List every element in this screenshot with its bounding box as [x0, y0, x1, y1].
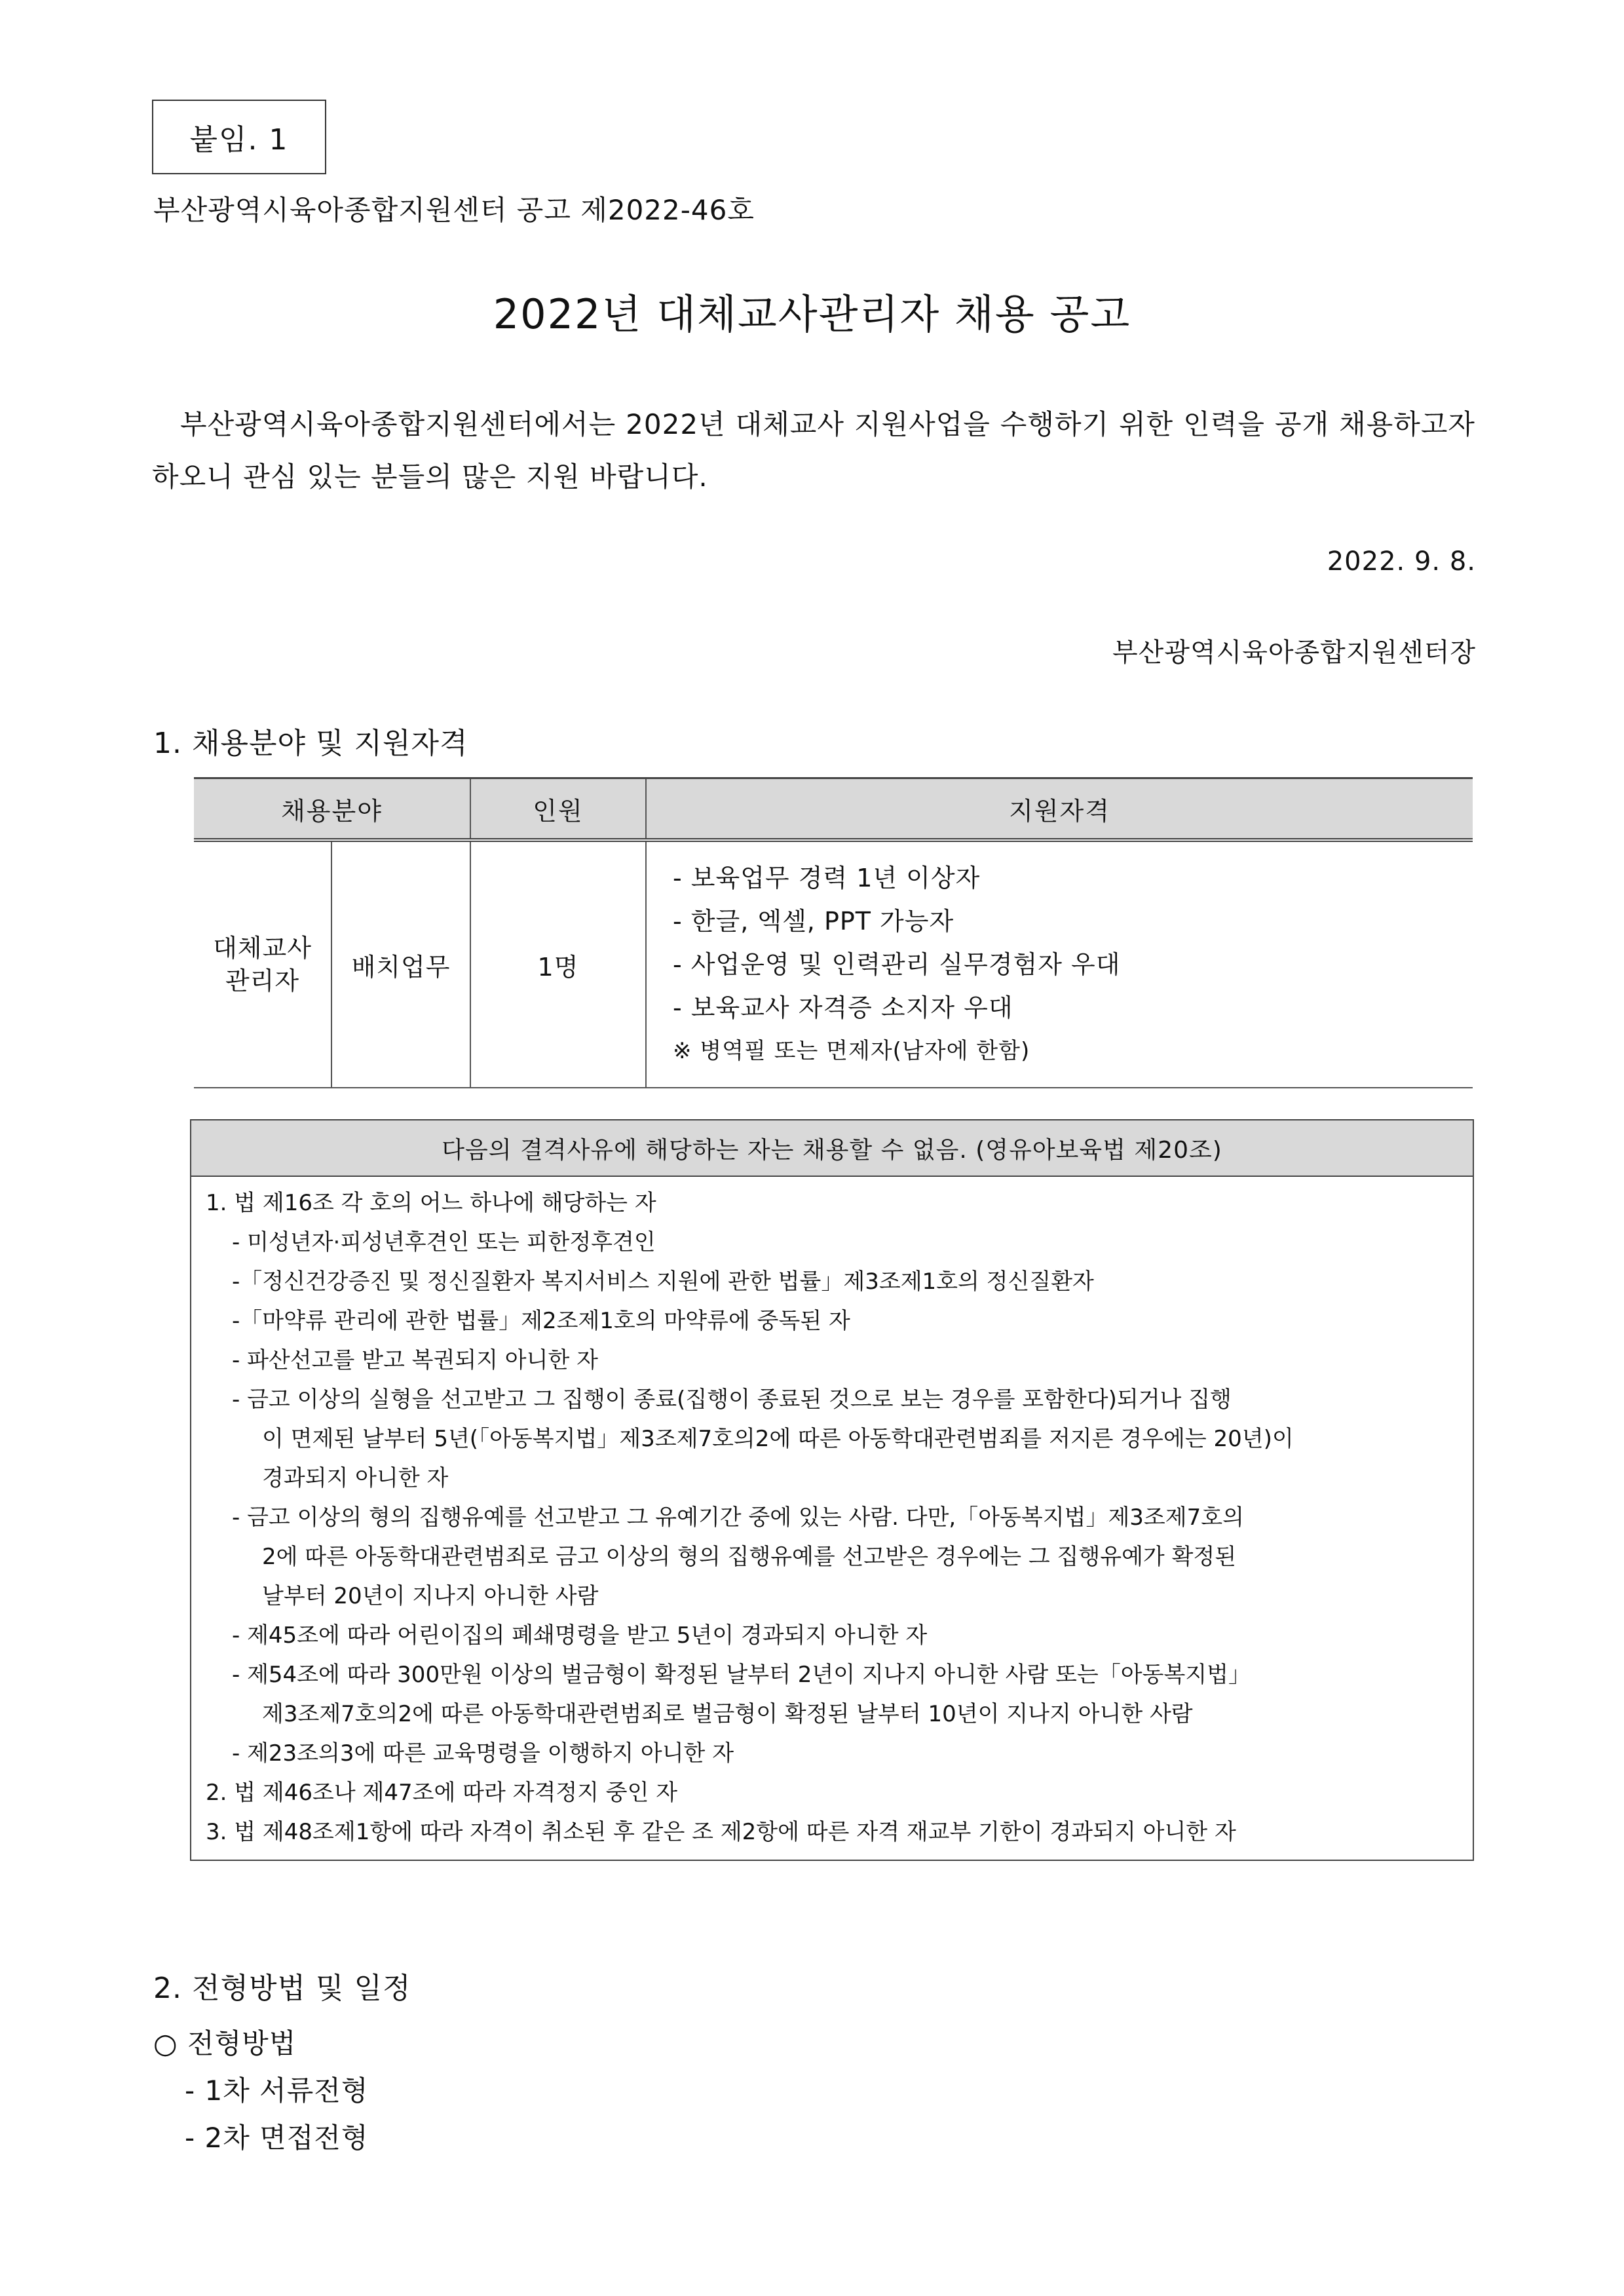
qualification-item: - 사업운영 및 인력관리 실무경험자 우대	[673, 950, 1121, 979]
disqualification-line: -「마약류 관리에 관한 법률」제2조제1호의 마약류에 중독된 자	[232, 1308, 850, 1334]
method-label: ○ 전형방법	[153, 2027, 297, 2059]
disqualification-line: 2. 법 제46조나 제47조에 따라 자격정지 중인 자	[206, 1780, 678, 1806]
field-main-cell: 대체교사 관리자	[194, 840, 331, 1088]
disqualification-line: 경과되지 아니한 자	[262, 1465, 449, 1491]
page-title: 2022년 대체교사관리자 채용 공고	[493, 290, 1131, 338]
qualification-item: - 한글, 엑셀, PPT 가능자	[673, 907, 954, 936]
notice-date: 2022. 9. 8.	[1327, 546, 1476, 577]
count-cell: 1명	[470, 840, 646, 1088]
disqualification-line: 2에 따른 아동학대관련범죄로 금고 이상의 형의 집행유예를 선고받은 경우에는 그 집행유예가 확정된	[262, 1544, 1237, 1570]
attachment-label: 붙임. 1	[152, 100, 326, 174]
disqualification-line: 날부터 20년이 지나지 아니한 사람	[262, 1583, 599, 1609]
qualification-note: ※ 병역필 또는 면제자(남자에 한함)	[673, 1038, 1030, 1064]
disqualification-box	[190, 1119, 1474, 1861]
disqualification-line: - 금고 이상의 형의 집행유예를 선고받고 그 유예기간 중에 있는 사람. 다만,「아동복지법」제3조제7호의	[232, 1504, 1244, 1531]
recruitment-table	[194, 777, 1473, 1088]
disqualification-line: 이 면제된 날부터 5년(「아동복지법」제3조제7호의2에 따른 아동학대관련범죄를 저지른 경우에는 20년)이	[262, 1426, 1294, 1452]
disqualification-line: 3. 법 제48조제1항에 따라 자격이 취소된 후 같은 조 제2항에 따른 자격 재교부 기한이 경과되지 아니한 자	[206, 1819, 1236, 1845]
disqualification-line: - 제54조에 따라 300만원 이상의 벌금형이 확정된 날부터 2년이 지나지 아니한 사람 또는「아동복지법」	[232, 1662, 1251, 1688]
table-row	[194, 840, 1473, 1088]
disqualification-list	[191, 1177, 1473, 1860]
section1-heading: 1. 채용분야 및 지원자격	[153, 727, 468, 760]
header-count: 인원	[470, 778, 646, 841]
qualifications-cell	[646, 840, 1473, 1088]
section2-heading: 2. 전형방법 및 일정	[153, 1972, 411, 2005]
disqualification-line: -「정신건강증진 및 정신질환자 복지서비스 지원에 관한 법률」제3조제1호의 정신질환자	[232, 1269, 1094, 1295]
table-header-row	[194, 778, 1473, 841]
disqualification-line: - 금고 이상의 실형을 선고받고 그 집행이 종료(집행이 종료된 것으로 보는 경우를 포함한다)되거나 집행	[232, 1387, 1232, 1413]
disqualification-heading: 다음의 결격사유에 해당하는 자는 채용할 수 없음. (영유아보육법 제20조)	[191, 1120, 1473, 1177]
disqualification-line: - 파산선고를 받고 복권되지 아니한 자	[232, 1347, 598, 1373]
qualification-item: - 보육업무 경력 1년 이상자	[673, 864, 981, 892]
disqualification-line: - 미성년자·피성년후견인 또는 피한정후견인	[232, 1229, 656, 1255]
intro-text: 부산광역시육아종합지원센터에서는 2022년 대체교사 지원사업을 수행하기 위한 인력을 공개 채용하고자 하오니 관심 있는 분들의 많은 지원 바랍니다.	[152, 408, 1475, 493]
disqualification-line: - 제23조의3에 따른 교육명령을 이행하지 아니한 자	[232, 1740, 734, 1767]
disqualification-line: 제3조제7호의2에 따른 아동학대관련범죄로 벌금형이 확정된 날부터 10년이 지나지 아니한 사람	[262, 1701, 1193, 1727]
issuing-organization: 부산광역시육아종합지원센터장	[1112, 638, 1476, 668]
qualification-item: - 보육교사 자격증 소지자 우대	[673, 993, 1013, 1022]
field-sub-cell: 배치업무	[331, 840, 470, 1088]
disqualification-line: 1. 법 제16조 각 호의 어느 하나에 해당하는 자	[206, 1190, 656, 1216]
disqualification-line: - 제45조에 따라 어린이집의 폐쇄명령을 받고 5년이 경과되지 아니한 자	[232, 1622, 928, 1649]
header-qualifications: 지원자격	[646, 778, 1473, 841]
intro-paragraph	[152, 398, 1475, 503]
notice-number: 부산광역시육아종합지원센터 공고 제2022-46호	[153, 194, 755, 226]
step-item: - 1차 서류전형	[185, 2075, 369, 2107]
step-item: - 2차 면접전형	[185, 2122, 369, 2154]
header-field: 채용분야	[194, 778, 470, 841]
